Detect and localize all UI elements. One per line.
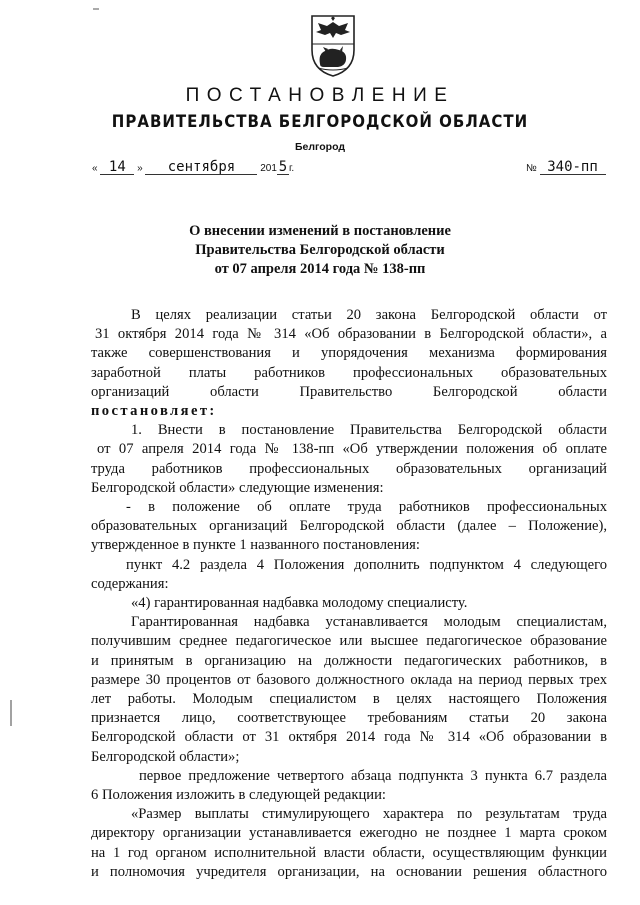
scan-speck-mark	[92, 6, 100, 12]
body-line: пункт 4.2 раздела 4 Положения дополнить подпунктом 4 следующего	[126, 556, 607, 573]
date-day: 14	[100, 160, 134, 175]
body-line: от 07 апреля 2014 года № 138-пп «Об утверждении положения об оплате	[97, 441, 607, 458]
body-line: «4) гарантированная надбавка молодому специалисту.	[131, 595, 468, 612]
body-line: на 1 год органом исполнительной власти области, осуществляющим функции	[91, 844, 607, 861]
document-number-line	[526, 160, 606, 175]
document-number: 340-пп	[540, 160, 606, 175]
heading-line-3: от 07 апреля 2014 года № 138-пп	[214, 261, 426, 277]
document-heading	[0, 222, 640, 279]
body-line: и принятым в организацию на должности педагогических работников, в	[91, 652, 607, 669]
body-line: содержания:	[91, 575, 169, 592]
body-line: утвержденное в пункте 1 названного постановления:	[91, 537, 420, 554]
body-line: организаций области Правительство Белгородской области	[91, 383, 607, 400]
body-line: признается лицо, соответствующее требованиям статьи 20 закона	[91, 710, 607, 727]
body-line: «Размер выплаты стимулирующего характера по результатам труда	[131, 806, 607, 823]
date-month: сентября	[145, 160, 257, 175]
body-line: труда работников профессиональных образовательных организаций	[91, 460, 607, 477]
body-line: лет работы. Молодым специалистом в целях настоящего Положения	[91, 691, 607, 708]
date-line	[92, 160, 294, 175]
body-line: размере 30 процентов от базового должностного оклада на период первых трех	[91, 671, 607, 688]
city-name: Белгород	[294, 141, 346, 153]
body-line: и полномочия учредителя организации, на основании решения областного	[91, 863, 607, 880]
document-body	[91, 306, 607, 882]
body-line: Гарантированная надбавка устанавливается молодым специалистам,	[131, 614, 607, 631]
issuing-authority: ПРАВИТЕЛЬСТВА БЕЛГОРОДСКОЙ ОБЛАСТИ	[111, 110, 529, 132]
date-year-prefix: 201	[260, 163, 277, 174]
body-line: Белгородской области»;	[91, 748, 240, 765]
body-line: первое предложение четвертого абзаца подпункта 3 пункта 6.7 раздела	[139, 767, 607, 784]
date-year-suffix: г.	[288, 163, 295, 174]
body-line: Белгородской области от 31 октября 2014 года № 314 «Об образовании в	[91, 729, 607, 746]
body-line: Белгородской области» следующие изменения:	[91, 479, 384, 496]
date-year-digit: 5	[278, 159, 288, 175]
date-open-quote: «	[92, 163, 98, 174]
body-line-decree-verb: постановляет:	[91, 403, 217, 420]
body-line: получившим среднее педагогическое или высшее педагогическое образование	[91, 633, 607, 650]
body-line: В целях реализации статьи 20 закона Белгородской области от	[131, 307, 607, 323]
scan-margin-mark	[8, 700, 14, 726]
body-line: заработной платы работников профессиональных образовательных	[91, 364, 607, 381]
body-line: - в положение об оплате труда работников профессиональных	[126, 499, 607, 516]
coat-of-arms-icon	[308, 14, 358, 78]
body-line: 31 октября 2014 года № 314 «Об образовании в Белгородской области», а	[95, 326, 607, 343]
body-line: также совершенствования и упорядочения механизма формирования	[91, 345, 607, 362]
number-label: №	[526, 163, 537, 174]
body-line: 1. Внести в постановление Правительства Белгородской области	[131, 422, 607, 439]
body-line: 6 Положения изложить в следующей редакции:	[91, 787, 386, 804]
heading-line-1: О внесении изменений в постановление	[189, 223, 451, 239]
body-line: директору организации устанавливается ежегодно не позднее 1 марта сроком	[91, 825, 607, 842]
heading-line-2: Правительства Белгородской области	[195, 242, 445, 258]
body-line: образовательных организаций Белгородской области (далее – Положение),	[91, 518, 607, 535]
date-close-quote: »	[137, 163, 143, 174]
document-title: ПОСТАНОВЛЕНИЕ	[185, 85, 455, 106]
